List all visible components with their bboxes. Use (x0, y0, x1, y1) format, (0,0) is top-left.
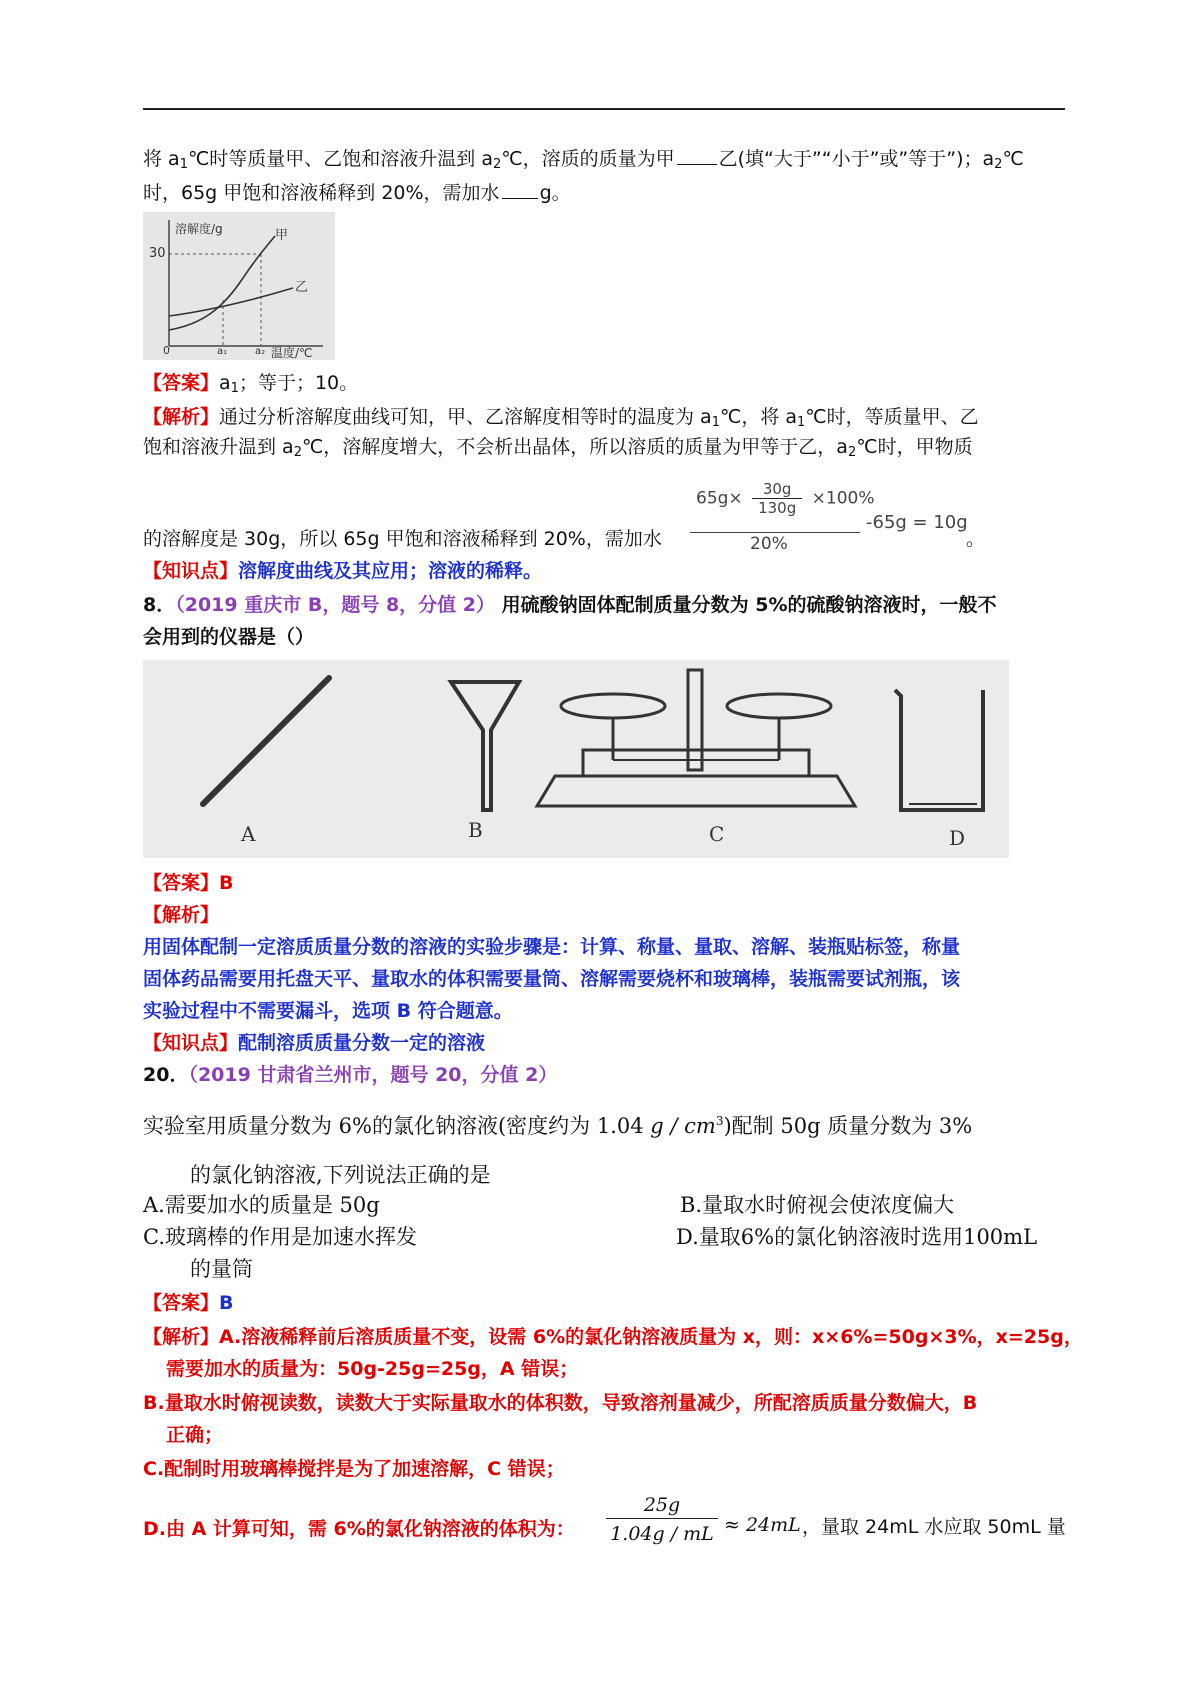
instrument-label-d: D (949, 826, 966, 850)
q20-answer: 【答案】B (143, 1292, 234, 1314)
q7-line-1: 将 $a_1℃$时等质量甲、乙饱和溶液升温到 $a_2℃$，溶质的质量为甲 乙(填“大于”“小于”或”等于”)；$a_2℃$ (143, 148, 1024, 172)
q20-option-d: D.量取6%的氯化钠溶液时选用100mL (676, 1225, 1038, 1249)
q7-knowledge-point: 【知识点】溶解度曲线及其应用；溶液的稀释。 (143, 560, 543, 582)
graph-series-jia: 甲 (275, 228, 289, 243)
instrument-label-c: C (709, 822, 725, 846)
q20-analysis-d1: D.由 A 计算可知，需 6%的氯化钠溶液的体积为： (143, 1518, 575, 1540)
instruments-photo (143, 660, 1009, 858)
q20-stem-1: 实验室用质量分数为 6%的氯化钠溶液(密度约为 1.04 g / $cm^3$)配制 50g 质量分数为 3% (143, 1114, 973, 1138)
instrument-label-b: B (468, 818, 483, 842)
q20-option-b: B.量取水时俯视会使浓度偏大 (680, 1193, 955, 1217)
volume-fraction: 25g 1.04g / mL (606, 1494, 718, 1545)
instrument-label-a: A (241, 822, 256, 846)
q20-option-c: C.玻璃棒的作用是加速水挥发 (143, 1225, 417, 1249)
q20-analysis-b2: 正确； (166, 1424, 224, 1446)
q8-analysis-1: 用固体配制一定溶质质量分数的溶液的实验步骤是：计算、称量、量取、溶解、装瓶贴标签，称量 (143, 936, 961, 958)
answer-blank (502, 180, 538, 199)
q20-stem-2: 的氯化钠溶液,下列说法正确的是 (190, 1163, 491, 1187)
q7-line-2: 时，65g 甲饱和溶液稀释到 20%，需加水 g。 (143, 182, 571, 204)
q20-analysis-d-rest: ，量取 24mL 水应取 50mL 量 (802, 1516, 1066, 1538)
answer-blank (677, 146, 717, 165)
q8-analysis-tag: 【解析】 (143, 904, 220, 926)
q20-option-d-cont: 的量筒 (190, 1257, 253, 1281)
q20-analysis-b1: B.量取水时俯视读数，读数大于实际量取水的体积数，导致溶剂量减少，所配溶质质量分数偏大，B (143, 1392, 978, 1414)
header-rule (143, 108, 1065, 110)
graph-xlabel: 温度/℃ (271, 346, 313, 360)
q20-header: 20．（2019 甘肃省兰州市，题号 20，分值 2） (143, 1064, 558, 1086)
graph-series-yi: 乙 (295, 280, 309, 295)
solubility-graph (143, 212, 335, 360)
q7-analysis-2: 饱和溶液升温到 $a_2℃$，溶解度增大，不会析出晶体，所以溶质的质量为甲等于乙，$a_2℃$时，甲物质 (143, 436, 973, 460)
q8-analysis-3: 实验过程中不需要漏斗，选项 B 符合题意。 (143, 1000, 513, 1022)
q7-analysis-1: 【解析】通过分析溶解度曲线可知，甲、乙溶解度相等时的温度为 $a_1℃$，将 $a_1℃$时，等质量甲、乙 (143, 406, 979, 430)
q8-stem-2: 会用到的仪器是（） (143, 626, 315, 648)
q8-stem-1: 8．（2019 重庆市 B，题号 8，分值 2） 用硫酸钠固体配制质量分数为 5%的硫酸钠溶液时，一般不 (143, 594, 997, 616)
q8-knowledge-point: 【知识点】配制溶质质量分数一定的溶液 (143, 1032, 486, 1054)
q20-option-a: A.需要加水的质量是 50g (143, 1193, 380, 1217)
q20-analysis-a2: 需要加水的质量为：50g-25g=25g，A 错误； (166, 1358, 579, 1380)
graph-origin: 0 (163, 344, 170, 357)
q7-analysis-3: 的溶解度是 30g，所以 65g 甲饱和溶液稀释到 20%，需加水 (143, 528, 662, 550)
volume-approx: ≈ 24mL (724, 1514, 801, 1536)
q8-answer: 【答案】B (143, 872, 234, 894)
graph-x-tick-1: a₁ (217, 346, 228, 357)
graph-y-tick: 30 (149, 246, 166, 261)
q20-analysis-a1: 【解析】A.溶液稀释前后溶质质量不变，设需 6%的氯化钠溶液质量为 x，则：x×6%=50g×3%，x=25g， (143, 1326, 1083, 1348)
dilution-formula: 65g× $\frac{30g}{130g}$ ×100% 20% -65g = 10g (690, 476, 970, 560)
graph-ylabel: 溶解度/g (175, 222, 223, 236)
q20-analysis-c1: C.配制时用玻璃棒搅拌是为了加速溶解，C 错误； (143, 1458, 565, 1480)
q8-analysis-2: 固体药品需要用托盘天平、量取水的体积需要量筒、溶解需要烧杯和玻璃棒，装瓶需要试剂瓶，该 (143, 968, 961, 990)
q7-analysis-end: 。 (966, 528, 986, 550)
q7-answer: 【答案】$a_1$；等于；10。 (143, 372, 359, 396)
graph-x-tick-2: a₂ (255, 346, 266, 357)
